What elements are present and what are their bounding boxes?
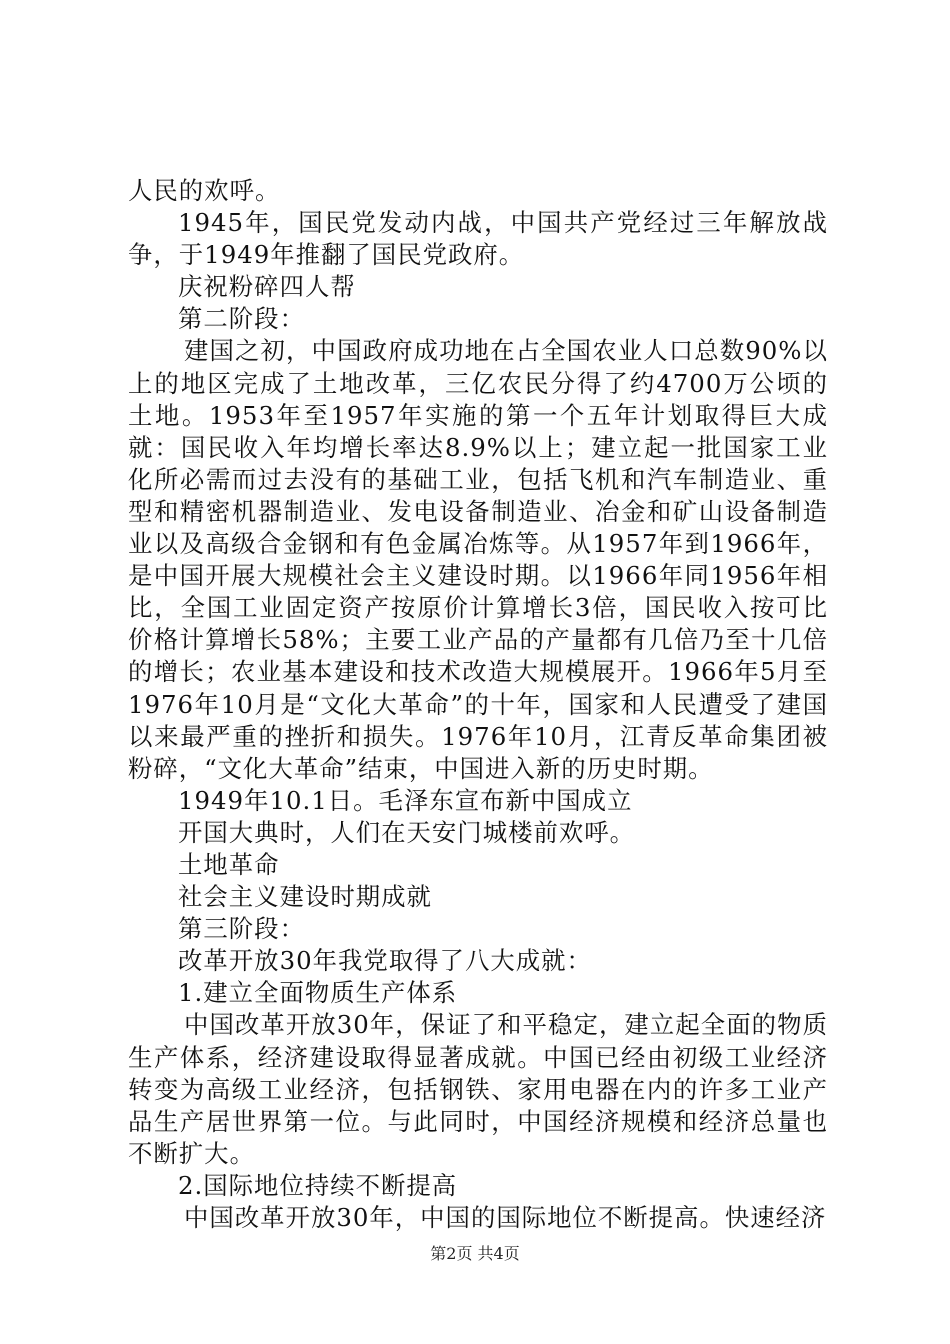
paragraph: 土地革命 bbox=[178, 849, 280, 879]
document-body bbox=[128, 175, 828, 1234]
paragraph: 社会主义建设时期成就 bbox=[178, 882, 432, 912]
paragraph: 人民的欢呼。 bbox=[128, 176, 281, 205]
paragraph: 1945年，国民党发动内战，中国共产党经过三年解放战争，于1949年推翻了国民党政府。 bbox=[128, 208, 828, 270]
paragraph: 庆祝粉碎四人帮 bbox=[178, 272, 356, 302]
paragraph: 1.建立全面物质生产体系 bbox=[178, 978, 458, 1008]
paragraph: 1949年10.1日。毛泽东宣布新中国成立 bbox=[178, 785, 633, 815]
paragraph: 第三阶段： bbox=[178, 914, 305, 944]
paragraph: 中国改革开放30年，保证了和平稳定，建立起全面的物质生产体系，经济建设取得显著成就。中国已经由初级工业经济转变为高级工业经济，包括钢铁、家用电器在内的许多工业产品生产居世界第一位。与此同时，中国经济规模和经济总量也不断扩大。 bbox=[128, 1010, 828, 1168]
page-footer: 第2页 共4页 bbox=[430, 1244, 520, 1263]
paragraph: 第二阶段： bbox=[178, 304, 305, 334]
paragraph: 2.国际地位持续不断提高 bbox=[178, 1170, 458, 1200]
paragraph: 中国改革开放30年，中国的国际地位不断提高。快速经济 bbox=[184, 1203, 827, 1232]
paragraph: 改革开放30年我党取得了八大成就： bbox=[178, 946, 592, 976]
paragraph: 建国之初，中国政府成功地在占全国农业人口总数90%以上的地区完成了土地改革，三亿农民分得了约4700万公顷的土地。1953年至1957年实施的第一个五年计划取得巨大成就：国民收入年均增长率达8.9%以上；建立起一批国家工业化所必需而过去没有的基础工业，包括飞机和汽车制造业、重型和精密机器制造业、发电设备制造业、冶金和矿山设备制造业以及高级合金钢和有色金属冶炼等。从1957年到1966年，是中国开展大规模社会主义建设时期。以1966年同1956年相比，全国工业固定资产按原价计算增长3倍，国民收入按可比价格计算增长58%；主要工业产品的产量都有几倍乃至十几倍的增长；农业基本建设和技术改造大规模展开。1966年5月至1976年10月是“文化大革命”的十年，国家和人民遭受了建国以来最严重的挫折和损失。1976年10月，江青反革命集团被粉碎，“文化大革命”结束，中国进入新的历史时期。 bbox=[128, 336, 828, 783]
paragraph: 开国大典时，人们在天安门城楼前欢呼。 bbox=[178, 817, 636, 847]
